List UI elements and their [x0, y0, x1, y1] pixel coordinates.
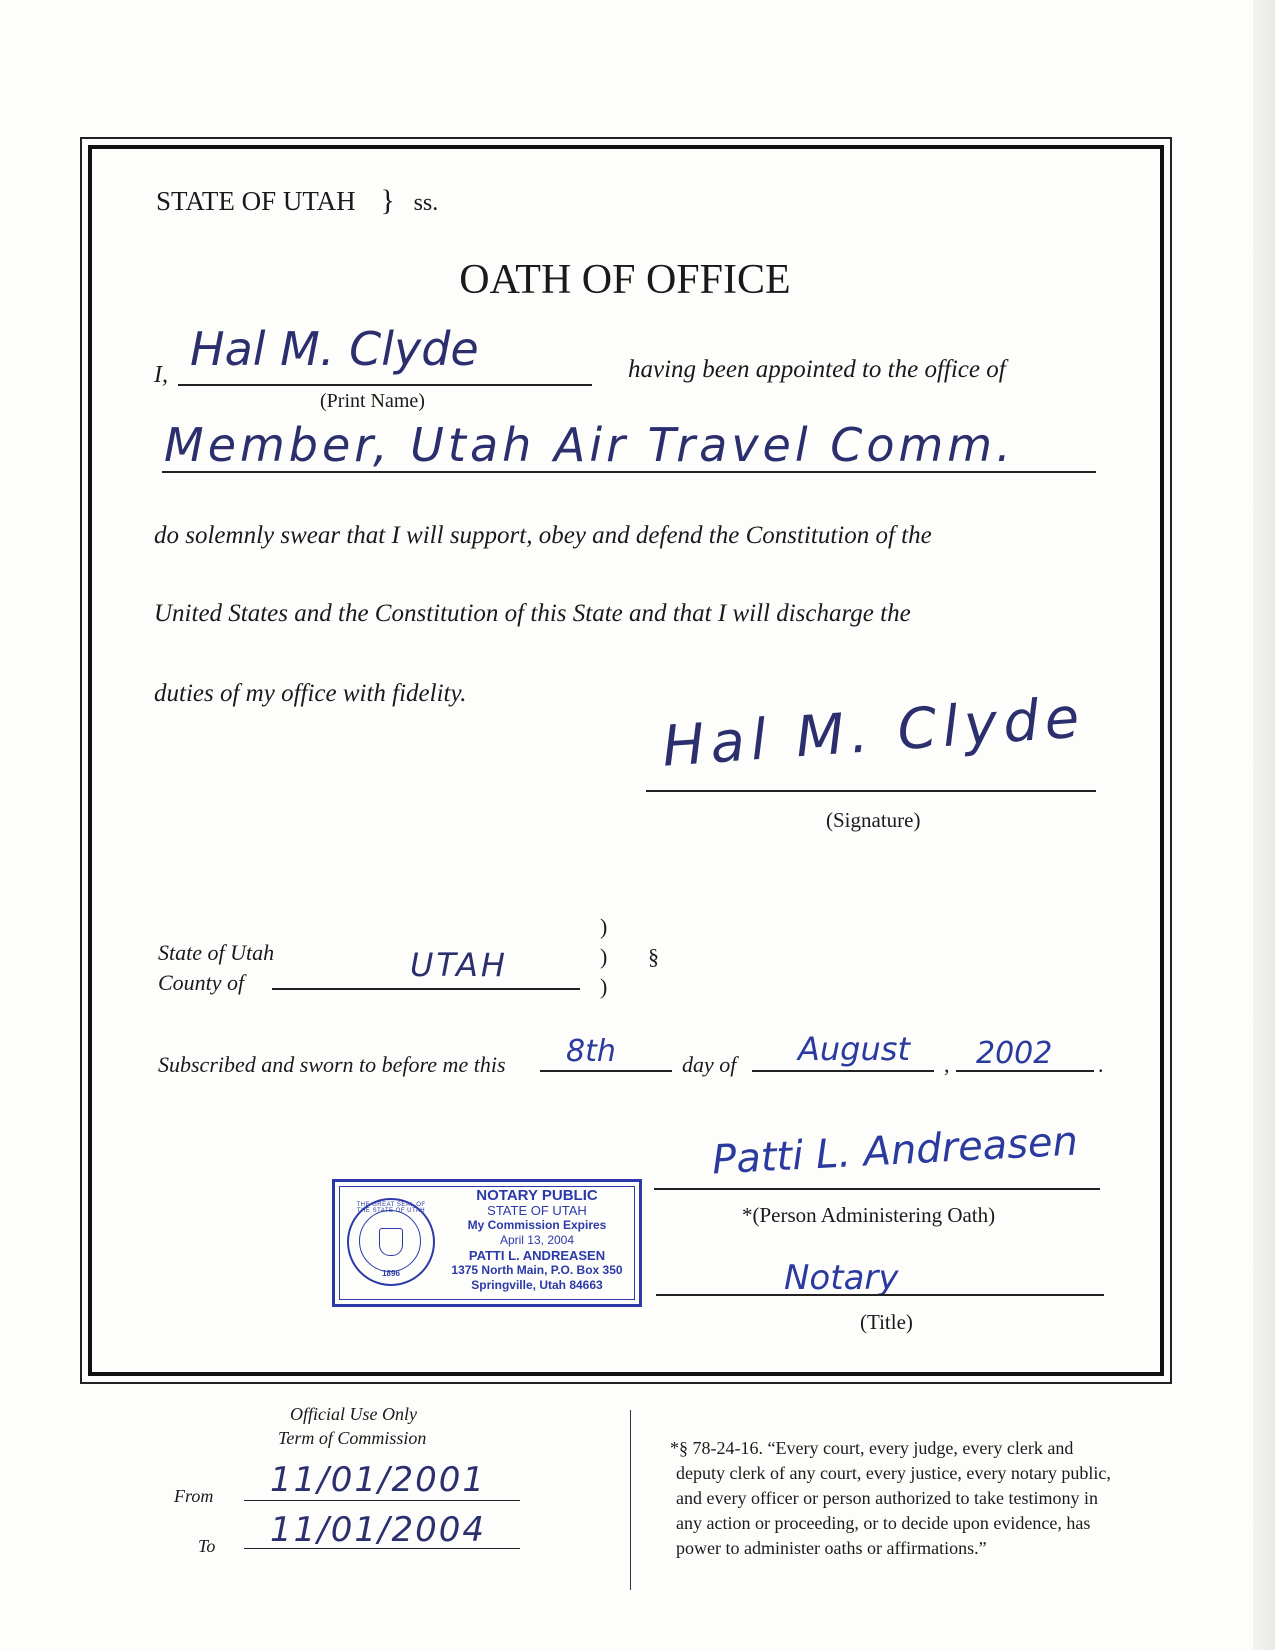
year-line — [956, 1070, 1094, 1072]
venue-ss: ss. — [413, 190, 439, 216]
venue-brace: } — [380, 184, 395, 217]
print-name-line — [178, 384, 592, 386]
day-handwritten: 8th — [566, 1034, 616, 1069]
to-label: To — [198, 1536, 216, 1556]
month-line — [752, 1070, 934, 1072]
seal-shield-icon — [379, 1228, 403, 1256]
stamp-line-6: 1375 North Main, P.O. Box 350 — [451, 1263, 623, 1277]
stamp-line-5: PATTI L. ANDREASEN — [468, 1248, 606, 1263]
oath-line-3: duties of my office with fidelity. — [154, 680, 467, 707]
period: . — [1098, 1052, 1104, 1077]
stamp-line-2: STATE OF UTAH — [487, 1203, 587, 1218]
oath-prefix: I, — [154, 362, 168, 388]
footnote-line-2: deputy clerk of any court, every justice, every notary public, — [676, 1463, 1111, 1483]
title-line — [656, 1294, 1104, 1296]
seal-text: THE GREAT SEAL OF THE STATE OF UTAH — [356, 1202, 426, 1214]
stamp-line-4: April 13, 2004 — [499, 1233, 575, 1247]
comma: , — [944, 1052, 950, 1077]
footnote-line-5: power to administer oaths or affirmations.” — [676, 1538, 987, 1558]
oath-line-1: do solemnly swear that I will support, obey and defend the Constitution of the — [154, 522, 932, 549]
administrator-line — [654, 1188, 1100, 1190]
office-handwritten: Member, Utah Air Travel Comm. — [164, 418, 1015, 472]
paren-3: ) — [600, 974, 608, 999]
subscribed-text: Subscribed and sworn to before me this — [158, 1052, 506, 1077]
county-handwritten: UTAH — [410, 946, 508, 984]
paren-2: ) — [600, 944, 608, 969]
from-label: From — [174, 1486, 214, 1506]
administrator-label: *(Person Administering Oath) — [742, 1203, 996, 1227]
stamp-line-1: NOTARY PUBLIC — [476, 1187, 598, 1204]
stamp-line-7: Springville, Utah 84663 — [471, 1278, 603, 1292]
to-date-handwritten: 11/01/2004 — [270, 1510, 486, 1550]
official-use-heading: Official Use Only — [290, 1404, 417, 1424]
county-line — [272, 988, 580, 990]
signature-line — [646, 790, 1096, 792]
month-handwritten: August — [798, 1030, 910, 1068]
title-label: (Title) — [860, 1310, 913, 1334]
term-heading: Term of Commission — [278, 1428, 427, 1448]
state-seal-icon — [347, 1198, 435, 1286]
seal-year: 1896 — [382, 1269, 400, 1278]
notary-stamp — [332, 1179, 642, 1307]
day-of-text: day of — [682, 1052, 737, 1077]
title-handwritten: Notary — [784, 1258, 899, 1298]
venue-state: STATE OF UTAH — [156, 186, 356, 216]
venue-heading — [156, 184, 438, 218]
oath-line-2: United States and the Constitution of this State and that I will discharge the — [154, 600, 911, 627]
footnote-line-3: and every officer or person authorized to take testimony in — [676, 1488, 1099, 1508]
administrator-signature: Patti L. Andreasen — [711, 1118, 1079, 1184]
state-label: State of Utah — [158, 940, 275, 965]
print-name-label: (Print Name) — [320, 390, 425, 412]
paren-1: ) — [600, 914, 608, 939]
county-label: County of — [158, 970, 245, 995]
office-line — [162, 471, 1096, 473]
to-line — [244, 1548, 520, 1549]
stamp-line-3: My Commission Expires — [467, 1218, 607, 1232]
appointed-text: having been appointed to the office of — [628, 356, 1006, 383]
statute-footnote — [670, 1436, 1111, 1561]
footer-divider — [630, 1410, 631, 1590]
page-edge — [1253, 0, 1275, 1650]
footnote-line-1: *§ 78-24-16. “Every court, every judge, every clerk and — [670, 1438, 1074, 1458]
from-line — [244, 1500, 520, 1501]
year-handwritten: 2002 — [976, 1036, 1053, 1071]
stamp-text — [443, 1188, 631, 1293]
document-title: OATH OF OFFICE — [459, 257, 791, 303]
footnote-line-4: any action or proceeding, or to decide upon evidence, has — [676, 1513, 1091, 1533]
signature-label: (Signature) — [826, 808, 921, 832]
from-date-handwritten: 11/01/2001 — [270, 1460, 486, 1500]
print-name-handwritten: Hal M. Clyde — [190, 322, 479, 376]
day-line — [540, 1070, 672, 1072]
oath-signature: Hal M. Clyde — [660, 685, 1088, 780]
section-symbol: § — [648, 944, 659, 969]
